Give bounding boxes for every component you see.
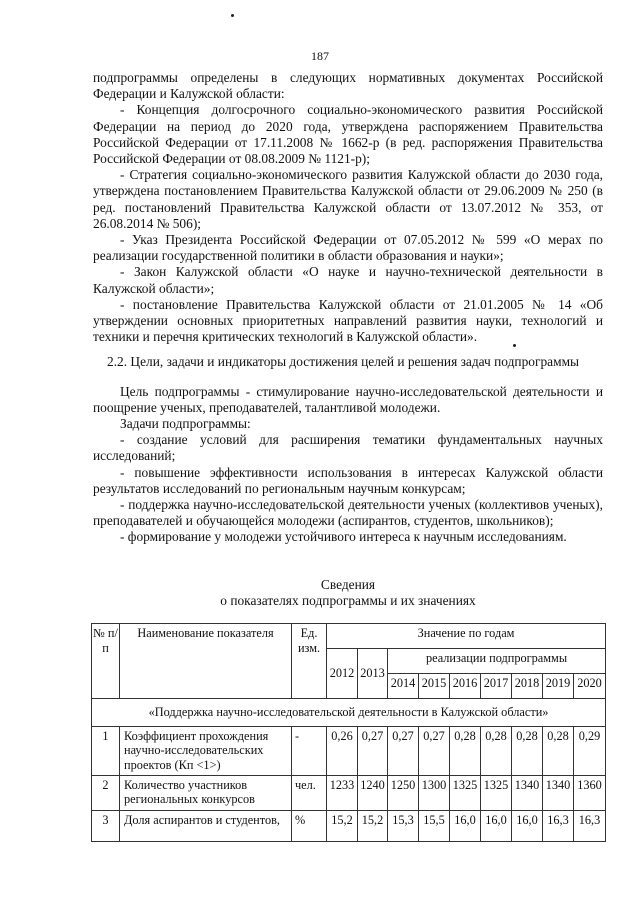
goal-paragraph: Цель подпрограммы - стимулирование научно-исследовательской деятельности и поощрение ученых, преподавателей, талантливой молодежи. bbox=[93, 383, 603, 415]
row-name: Коэффициент прохождения научно-исследовательских проектов (Кп <1>) bbox=[120, 726, 292, 775]
document-list-item: - постановление Правительства Калужской области от 21.01.2005 № 14 «Об утверждении основных приоритетных направлений развития науки, технологий и техники и перечня критических технологий в Калужской области». bbox=[93, 296, 603, 345]
row-value: 1360 bbox=[574, 775, 606, 810]
header-num: № п/п bbox=[92, 624, 120, 699]
row-value: 0,27 bbox=[419, 726, 450, 775]
document-list-item: - Концепция долгосрочного социально-экономического развития Российской Федерации на период до 2020 года, утверждена распоряжением Правительства Российской Федерации от 17.11.2008 № 1662-р (в ред. распоряжения Правительства Российской Федерации от 08.08.2009 № 1121-р); bbox=[93, 102, 603, 167]
row-value: 1325 bbox=[450, 775, 481, 810]
page-number: 187 bbox=[311, 49, 329, 63]
task-list-item: - формирование у молодежи устойчивого интереса к научным исследованиям. bbox=[120, 529, 567, 545]
caption-title: Сведения bbox=[320, 577, 376, 592]
row-value: 16,3 bbox=[543, 810, 574, 841]
header-implementation: реализации подпрограммы bbox=[388, 649, 606, 674]
row-value: 16,0 bbox=[450, 810, 481, 841]
row-value: 15,2 bbox=[327, 810, 358, 841]
row-value: 1325 bbox=[481, 775, 512, 810]
year-header: 2017 bbox=[481, 674, 512, 699]
year-header: 2012 bbox=[327, 649, 358, 699]
row-value: 16,0 bbox=[481, 810, 512, 841]
table-row bbox=[92, 726, 606, 775]
year-header: 2019 bbox=[543, 674, 574, 699]
row-unit: % bbox=[292, 810, 327, 841]
header-unit: Ед. изм. bbox=[292, 624, 327, 699]
document-body bbox=[93, 70, 603, 546]
row-value: 1240 bbox=[358, 775, 388, 810]
row-value: 0,27 bbox=[358, 726, 388, 775]
section-title: 2.2. Цели, задачи и индикаторы достижения целей и решения задач подпрограммы bbox=[107, 354, 580, 370]
row-value: 16,0 bbox=[512, 810, 543, 841]
row-num: 3 bbox=[92, 810, 120, 841]
subprogram-row: «Поддержка научно-исследовательской деятельности в Калужской области» bbox=[92, 699, 606, 727]
row-value: 15,3 bbox=[388, 810, 419, 841]
row-value: 1250 bbox=[388, 775, 419, 810]
row-value: 15,5 bbox=[419, 810, 450, 841]
row-value: 0,28 bbox=[450, 726, 481, 775]
task-list-item: - поддержка научно-исследовательской деятельности ученых (коллективов ученых), преподавателей и обучающейся молодежи (аспирантов, студентов, школьников); bbox=[93, 497, 603, 529]
document-list-item: - Стратегия социально-экономического развития Калужской области до 2030 года, утверждена постановлением Правительства Калужской области от 29.06.2009 № 250 (в ред. постановлений Правительства Калужской области от 13.07.2012 № 353, от 26.08.2014 № 506); bbox=[93, 167, 603, 231]
task-list-item: - повышение эффективности использования в интересах Калужской области результатов исследований по региональным научным конкурсам; bbox=[93, 464, 603, 496]
row-name: Количество участников региональных конкурсов bbox=[120, 775, 292, 810]
document-list-item: - Закон Калужской области «О науке и научно-технической деятельности в Калужской области»; bbox=[93, 264, 603, 296]
row-value: 0,29 bbox=[574, 726, 606, 775]
table-caption bbox=[93, 577, 603, 609]
intro-paragraph: подпрограммы определены в следующих нормативных документах Российской Федерации и Калужской области: bbox=[93, 70, 603, 102]
row-value: 15,2 bbox=[358, 810, 388, 841]
year-header: 2013 bbox=[358, 649, 388, 699]
row-value: 0,28 bbox=[481, 726, 512, 775]
year-header: 2016 bbox=[450, 674, 481, 699]
row-num: 2 bbox=[92, 775, 120, 810]
row-unit: чел. bbox=[292, 775, 327, 810]
table-row bbox=[92, 810, 606, 841]
indicators-table bbox=[91, 623, 606, 842]
tasks-heading: Задачи подпрограммы: bbox=[120, 416, 251, 432]
row-value: 1340 bbox=[543, 775, 574, 810]
year-header: 2018 bbox=[512, 674, 543, 699]
row-value: 1233 bbox=[327, 775, 358, 810]
row-unit: - bbox=[292, 726, 327, 775]
row-num: 1 bbox=[92, 726, 120, 775]
row-value: 0,28 bbox=[543, 726, 574, 775]
year-header: 2014 bbox=[388, 674, 419, 699]
table-row bbox=[92, 775, 606, 810]
scan-speck bbox=[231, 14, 234, 17]
header-name: Наименование показателя bbox=[120, 624, 292, 699]
row-value: 0,27 bbox=[388, 726, 419, 775]
row-name: Доля аспирантов и студентов, bbox=[120, 810, 292, 841]
row-value: 16,3 bbox=[574, 810, 606, 841]
year-header: 2015 bbox=[419, 674, 450, 699]
row-value: 0,26 bbox=[327, 726, 358, 775]
row-value: 1300 bbox=[419, 775, 450, 810]
caption-subtitle: о показателях подпрограммы и их значениях bbox=[220, 593, 476, 609]
year-header: 2020 bbox=[574, 674, 606, 699]
row-value: 0,28 bbox=[512, 726, 543, 775]
header-values-by-year: Значение по годам bbox=[327, 624, 606, 649]
row-value: 1340 bbox=[512, 775, 543, 810]
document-list-item: - Указ Президента Российской Федерации от 07.05.2012 № 599 «О мерах по реализации государственной политики в области образования и науки»; bbox=[93, 232, 603, 264]
task-list-item: - создание условий для расширения тематики фундаментальных научных исследований; bbox=[93, 432, 603, 464]
